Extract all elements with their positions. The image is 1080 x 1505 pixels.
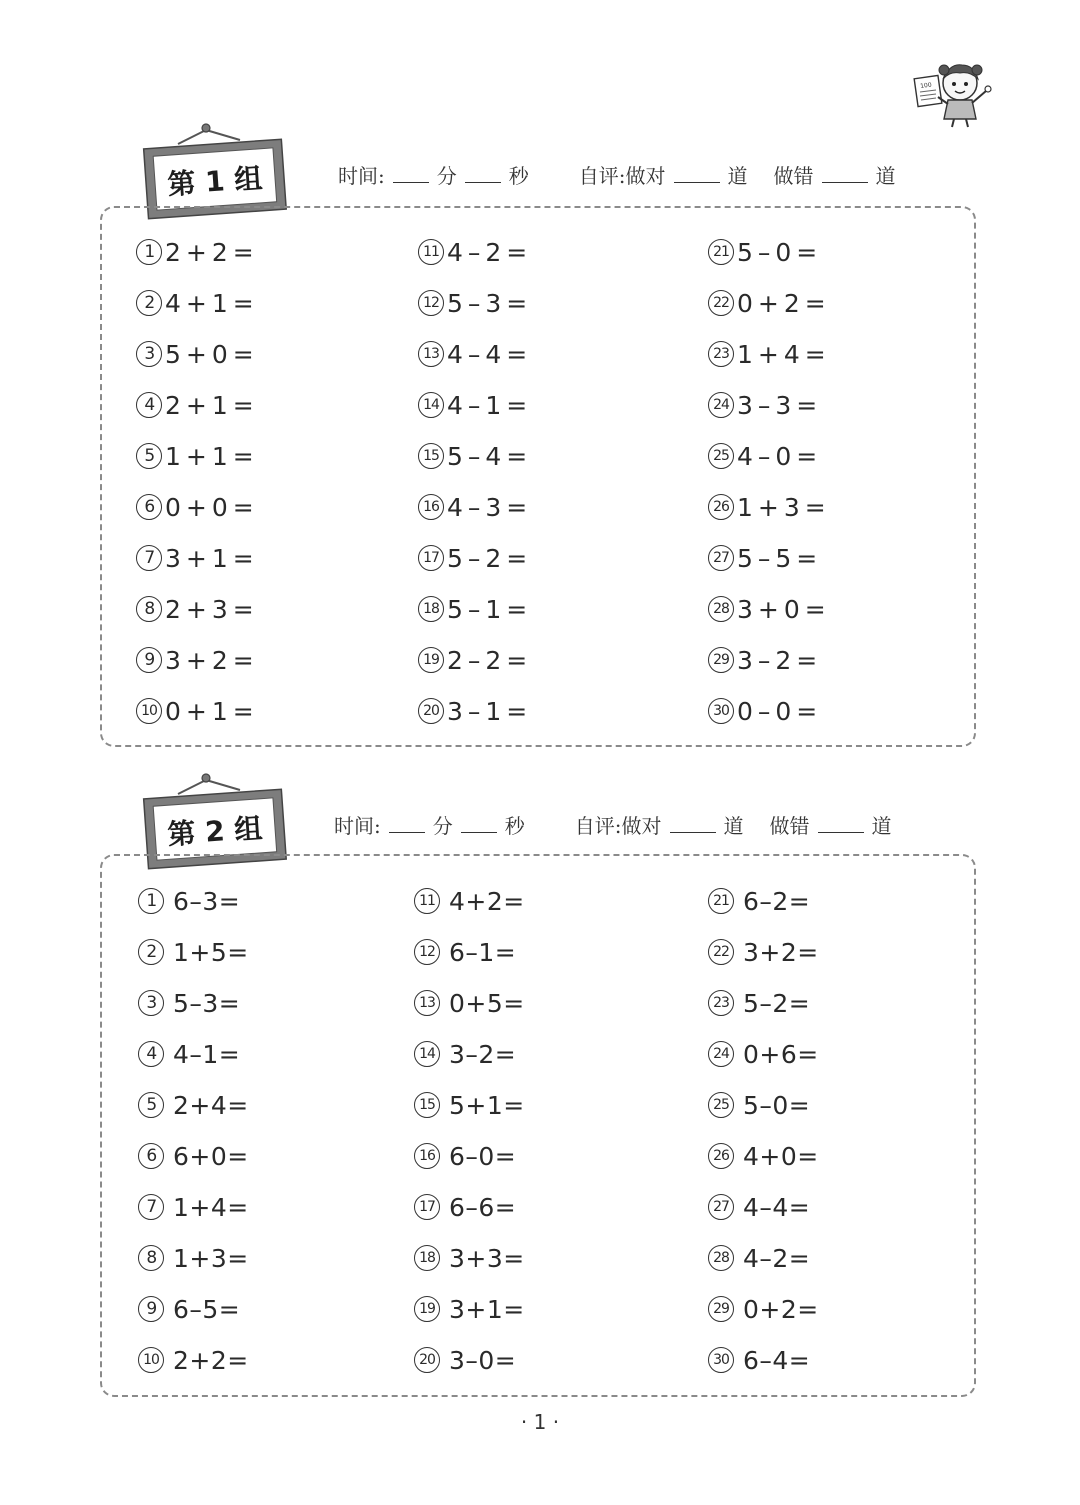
self-eval-label: 自评:做对 bbox=[574, 814, 662, 838]
problem-number: 15 bbox=[418, 443, 444, 469]
problem-item bbox=[708, 932, 819, 972]
problem-item bbox=[418, 385, 532, 425]
problem-number: 8 bbox=[138, 1245, 164, 1271]
problem-expression: 2+4= bbox=[173, 1090, 249, 1120]
problem-expression: 3+1= bbox=[449, 1294, 525, 1324]
problem-number: 30 bbox=[708, 698, 734, 724]
problem-expression: 3+1= bbox=[165, 543, 259, 573]
problem-expression: 5+0= bbox=[165, 339, 259, 369]
correct-count-blank[interactable] bbox=[670, 814, 716, 833]
problem-expression: 4+1= bbox=[165, 288, 259, 318]
problem-number: 5 bbox=[138, 1092, 164, 1118]
problem-expression: 4–2= bbox=[743, 1243, 811, 1273]
problem-expression: 4+0= bbox=[743, 1141, 819, 1171]
problem-number: 21 bbox=[708, 888, 734, 914]
problem-number: 21 bbox=[708, 239, 734, 265]
problem-item bbox=[418, 691, 532, 731]
minute-label: 分 bbox=[436, 164, 457, 188]
problem-expression: 0+1= bbox=[165, 696, 259, 726]
problem-number: 12 bbox=[414, 939, 440, 965]
problem-expression: 5–5= bbox=[737, 543, 823, 573]
problem-expression: 0+2= bbox=[737, 288, 831, 318]
problem-expression: 6+0= bbox=[173, 1141, 249, 1171]
problem-expression: 3–2= bbox=[449, 1039, 517, 1069]
problem-item bbox=[708, 1136, 819, 1176]
self-eval-label: 自评:做对 bbox=[578, 164, 666, 188]
problem-number: 22 bbox=[708, 939, 734, 965]
problem-item bbox=[136, 385, 259, 425]
problem-number: 7 bbox=[138, 1194, 164, 1220]
problem-number: 7 bbox=[136, 545, 162, 571]
problem-number: 4 bbox=[138, 1041, 164, 1067]
problem-item bbox=[708, 487, 831, 527]
problem-number: 9 bbox=[138, 1296, 164, 1322]
problem-expression: 6–6= bbox=[449, 1192, 517, 1222]
problem-item bbox=[138, 1187, 249, 1227]
second-label: 秒 bbox=[504, 814, 525, 838]
problem-expression: 4–2= bbox=[447, 237, 533, 267]
problem-item bbox=[708, 538, 822, 578]
problem-expression: 5–2= bbox=[447, 543, 533, 573]
problem-item bbox=[138, 932, 249, 972]
problem-expression: 5–2= bbox=[743, 988, 811, 1018]
problem-expression: 5–1= bbox=[447, 594, 533, 624]
problem-expression: 3+3= bbox=[449, 1243, 525, 1273]
problem-number: 10 bbox=[136, 698, 162, 724]
problem-expression: 6–4= bbox=[743, 1345, 811, 1375]
problem-number: 15 bbox=[414, 1092, 440, 1118]
problem-expression: 4–4= bbox=[743, 1192, 811, 1222]
problem-number: 19 bbox=[414, 1296, 440, 1322]
problem-expression: 5–3= bbox=[173, 988, 241, 1018]
problem-number: 12 bbox=[418, 290, 444, 316]
problem-expression: 4+2= bbox=[449, 886, 525, 916]
problem-expression: 5+1= bbox=[449, 1090, 525, 1120]
problem-number: 18 bbox=[414, 1245, 440, 1271]
problem-number: 8 bbox=[136, 596, 162, 622]
problem-expression: 1+3= bbox=[737, 492, 831, 522]
problem-item bbox=[414, 1187, 516, 1227]
group-1-header bbox=[338, 160, 896, 189]
problem-number: 4 bbox=[136, 392, 162, 418]
correct-unit-label: 道 bbox=[723, 814, 744, 838]
problem-number: 19 bbox=[418, 647, 444, 673]
page-number: · 1 · bbox=[520, 1410, 560, 1434]
problem-item bbox=[414, 1289, 525, 1329]
group-2-title: 第 2 组 bbox=[166, 811, 264, 852]
problem-number: 30 bbox=[708, 1347, 734, 1373]
problem-expression: 1+4= bbox=[173, 1192, 249, 1222]
problem-item bbox=[138, 1340, 249, 1380]
problem-item bbox=[708, 1238, 810, 1278]
problem-expression: 1+4= bbox=[737, 339, 831, 369]
problem-item bbox=[708, 640, 822, 680]
problem-item bbox=[418, 334, 532, 374]
problem-number: 13 bbox=[414, 990, 440, 1016]
mascot-paper-score: 100 bbox=[919, 81, 933, 90]
problem-expression: 3–0= bbox=[449, 1345, 517, 1375]
wrong-unit-label: 道 bbox=[875, 164, 896, 188]
problem-number: 16 bbox=[418, 494, 444, 520]
problem-expression: 2+2= bbox=[173, 1345, 249, 1375]
problem-number: 27 bbox=[708, 1194, 734, 1220]
problem-item bbox=[418, 283, 532, 323]
problem-number: 26 bbox=[708, 494, 734, 520]
problem-item bbox=[708, 589, 831, 629]
problem-expression: 6–2= bbox=[743, 886, 811, 916]
problem-number: 29 bbox=[708, 1296, 734, 1322]
problem-number: 11 bbox=[414, 888, 440, 914]
problem-number: 3 bbox=[136, 341, 162, 367]
problem-number: 23 bbox=[708, 990, 734, 1016]
problem-item bbox=[136, 487, 259, 527]
correct-unit-label: 道 bbox=[727, 164, 748, 188]
seconds-blank[interactable] bbox=[465, 164, 501, 183]
problem-expression: 5–0= bbox=[737, 237, 823, 267]
time-label: 时间: bbox=[338, 164, 385, 188]
problem-number: 6 bbox=[138, 1143, 164, 1169]
wrong-count-blank[interactable] bbox=[822, 164, 868, 183]
problem-item bbox=[708, 983, 810, 1023]
problem-expression: 2+2= bbox=[165, 237, 259, 267]
problem-item bbox=[708, 1034, 819, 1074]
problem-expression: 3+2= bbox=[743, 937, 819, 967]
time-label: 时间: bbox=[334, 814, 381, 838]
problem-expression: 6–3= bbox=[173, 886, 241, 916]
problem-item bbox=[138, 1034, 240, 1074]
problem-item bbox=[418, 538, 532, 578]
group-2-header bbox=[334, 810, 892, 839]
problem-expression: 6–0= bbox=[449, 1141, 517, 1171]
problem-item bbox=[414, 932, 516, 972]
problem-expression: 0+2= bbox=[743, 1294, 819, 1324]
problem-item bbox=[414, 1085, 525, 1125]
problem-expression: 5–0= bbox=[743, 1090, 811, 1120]
problem-expression: 0+6= bbox=[743, 1039, 819, 1069]
problem-expression: 5–4= bbox=[447, 441, 533, 471]
problem-number: 17 bbox=[418, 545, 444, 571]
minutes-blank[interactable] bbox=[393, 164, 429, 183]
problem-item bbox=[708, 1085, 810, 1125]
problem-number: 11 bbox=[418, 239, 444, 265]
problem-item bbox=[708, 283, 831, 323]
problem-expression: 3–2= bbox=[737, 645, 823, 675]
problem-item bbox=[136, 232, 259, 272]
problem-number: 13 bbox=[418, 341, 444, 367]
problem-expression: 2–2= bbox=[447, 645, 533, 675]
problem-item bbox=[414, 881, 525, 921]
problem-item bbox=[414, 983, 525, 1023]
problem-item bbox=[708, 334, 831, 374]
problem-item bbox=[414, 1034, 516, 1074]
problem-expression: 2+1= bbox=[165, 390, 259, 420]
group-1-problem-box bbox=[100, 206, 976, 747]
problem-number: 14 bbox=[414, 1041, 440, 1067]
problem-item bbox=[414, 1340, 516, 1380]
wrong-count-blank[interactable] bbox=[818, 814, 864, 833]
problem-number: 6 bbox=[136, 494, 162, 520]
problem-number: 18 bbox=[418, 596, 444, 622]
problem-expression: 2+3= bbox=[165, 594, 259, 624]
problem-item bbox=[138, 1085, 249, 1125]
correct-count-blank[interactable] bbox=[674, 164, 720, 183]
problem-item bbox=[414, 1136, 516, 1176]
problem-number: 10 bbox=[138, 1347, 164, 1373]
problem-item bbox=[136, 691, 259, 731]
problem-item bbox=[708, 691, 822, 731]
problem-expression: 1+5= bbox=[173, 937, 249, 967]
problem-expression: 4–3= bbox=[447, 492, 533, 522]
problem-number: 24 bbox=[708, 392, 734, 418]
problem-number: 27 bbox=[708, 545, 734, 571]
problem-number: 9 bbox=[136, 647, 162, 673]
problem-number: 20 bbox=[418, 698, 444, 724]
problem-item bbox=[138, 983, 240, 1023]
problem-item bbox=[418, 436, 532, 476]
problem-number: 1 bbox=[138, 888, 164, 914]
wrong-label: 做错 bbox=[773, 164, 814, 188]
problem-item bbox=[136, 589, 259, 629]
problem-number: 26 bbox=[708, 1143, 734, 1169]
problem-item bbox=[136, 283, 259, 323]
problem-number: 25 bbox=[708, 1092, 734, 1118]
problem-expression: 1+3= bbox=[173, 1243, 249, 1273]
wrong-unit-label: 道 bbox=[871, 814, 892, 838]
problem-item bbox=[708, 1340, 810, 1380]
problem-expression: 5–3= bbox=[447, 288, 533, 318]
problem-item bbox=[138, 881, 240, 921]
seconds-blank[interactable] bbox=[461, 814, 497, 833]
problem-number: 25 bbox=[708, 443, 734, 469]
problem-number: 28 bbox=[708, 596, 734, 622]
problem-expression: 3+2= bbox=[165, 645, 259, 675]
problem-expression: 0+5= bbox=[449, 988, 525, 1018]
problem-item bbox=[418, 640, 532, 680]
problem-expression: 3–3= bbox=[737, 390, 823, 420]
minute-label: 分 bbox=[432, 814, 453, 838]
problem-expression: 3–1= bbox=[447, 696, 533, 726]
problem-expression: 4–0= bbox=[737, 441, 823, 471]
problem-expression: 4–1= bbox=[173, 1039, 241, 1069]
problem-item bbox=[708, 232, 822, 272]
problem-item bbox=[136, 640, 259, 680]
problem-number: 5 bbox=[136, 443, 162, 469]
problem-number: 17 bbox=[414, 1194, 440, 1220]
problem-number: 23 bbox=[708, 341, 734, 367]
second-label: 秒 bbox=[508, 164, 529, 188]
problem-expression: 0+0= bbox=[165, 492, 259, 522]
mascot-girl-icon bbox=[910, 55, 1000, 130]
problem-expression: 6–5= bbox=[173, 1294, 241, 1324]
problem-item bbox=[708, 1187, 810, 1227]
problem-item bbox=[138, 1136, 249, 1176]
problem-item bbox=[136, 334, 259, 374]
problem-item bbox=[708, 436, 822, 476]
problem-expression: 4–1= bbox=[447, 390, 533, 420]
problem-number: 28 bbox=[708, 1245, 734, 1271]
problem-number: 2 bbox=[138, 939, 164, 965]
problem-item bbox=[418, 487, 532, 527]
problem-item bbox=[138, 1289, 240, 1329]
wrong-label: 做错 bbox=[769, 814, 810, 838]
problem-expression: 0–0= bbox=[737, 696, 823, 726]
problem-item bbox=[418, 589, 532, 629]
problem-expression: 1+1= bbox=[165, 441, 259, 471]
problem-item bbox=[414, 1238, 525, 1278]
problem-number: 29 bbox=[708, 647, 734, 673]
problem-item bbox=[708, 881, 810, 921]
problem-number: 2 bbox=[136, 290, 162, 316]
problem-item bbox=[138, 1238, 249, 1278]
problem-number: 24 bbox=[708, 1041, 734, 1067]
problem-expression: 4–4= bbox=[447, 339, 533, 369]
problem-number: 22 bbox=[708, 290, 734, 316]
problem-item bbox=[418, 232, 532, 272]
group-2-problem-box bbox=[100, 854, 976, 1397]
problem-expression: 6–1= bbox=[449, 937, 517, 967]
problem-number: 1 bbox=[136, 239, 162, 265]
problem-number: 16 bbox=[414, 1143, 440, 1169]
problem-number: 14 bbox=[418, 392, 444, 418]
group-1-title: 第 1 组 bbox=[166, 161, 264, 202]
problem-number: 20 bbox=[414, 1347, 440, 1373]
problem-expression: 3+0= bbox=[737, 594, 831, 624]
problem-item bbox=[136, 436, 259, 476]
problem-item bbox=[708, 1289, 819, 1329]
problem-item bbox=[708, 385, 822, 425]
minutes-blank[interactable] bbox=[389, 814, 425, 833]
problem-item bbox=[136, 538, 259, 578]
problem-number: 3 bbox=[138, 990, 164, 1016]
